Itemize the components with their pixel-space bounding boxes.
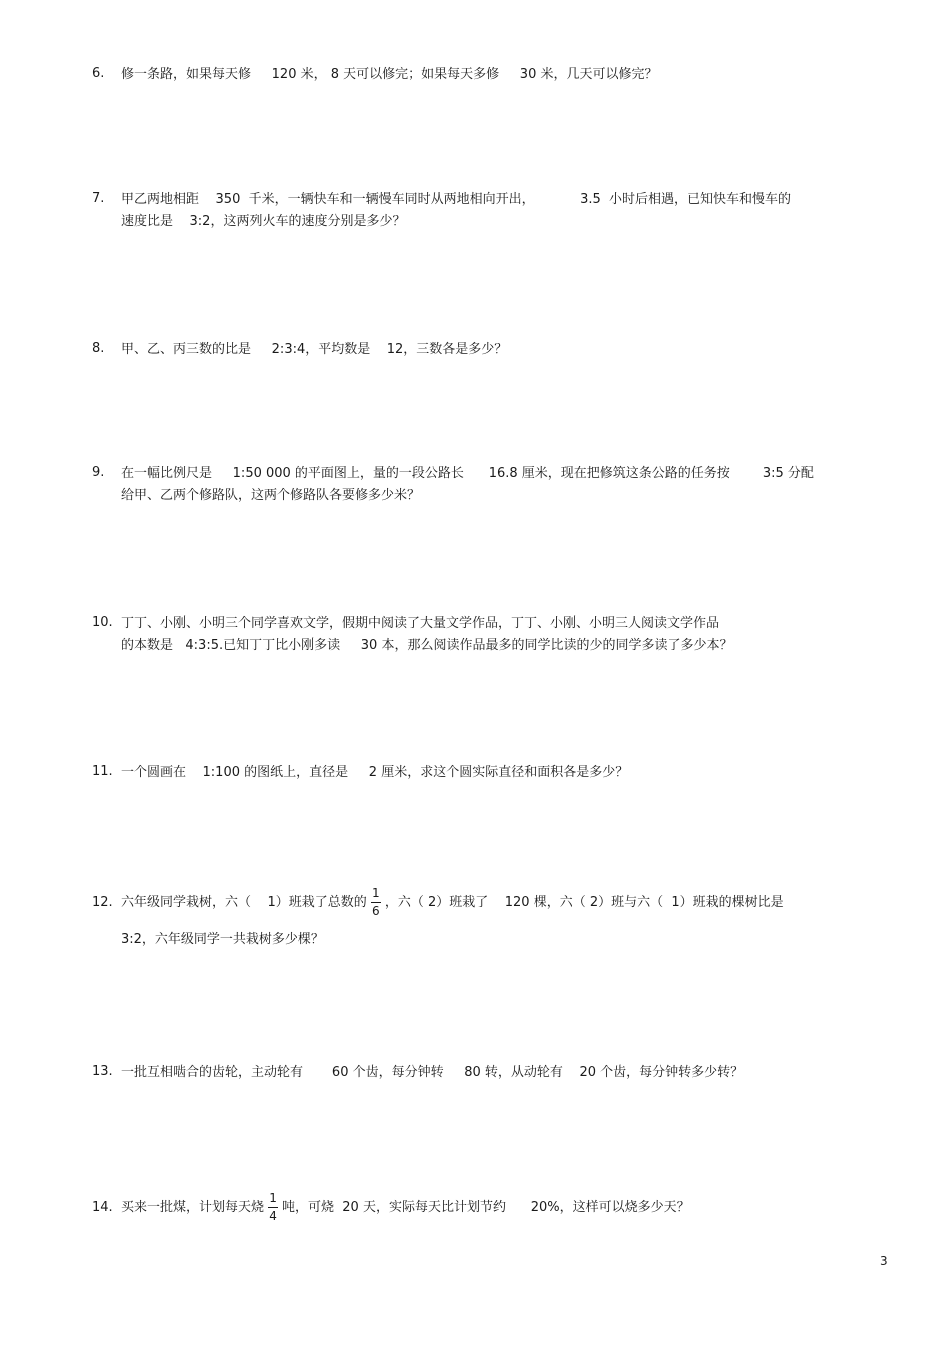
page-number: 3 [880, 1254, 888, 1268]
text-before-fraction: 六年级同学栽树，六（ 1）班栽了总数的 [121, 895, 367, 910]
problem-text [121, 465, 901, 509]
problem-line [121, 881, 901, 925]
problem-line: 一个圆画在 1:100 的图纸上，直径是 2 厘米，求这个圆实际直径和面积各是多少？ [121, 765, 629, 780]
problem-line: 速度比是 3:2，这两列火车的速度分别是多少？ [121, 214, 406, 229]
problem-line: 3:2，六年级同学一共栽树多少棵？ [121, 932, 324, 947]
problem-text [121, 341, 901, 363]
problem-number: 12. [92, 895, 113, 910]
fraction-bar [371, 902, 381, 903]
text-after-fraction: 吨，可烧 20 天，实际每天比计划节约 20%，这样可以烧多少天？ [282, 1200, 690, 1215]
fraction-one-quarter [268, 1191, 278, 1224]
problem-line: 甲乙两地相距 350 千米，一辆快车和一辆慢车同时从两地相向开出， 3.5 小时后相遇，已知快车和慢车的 [121, 192, 792, 207]
problem-text [121, 764, 901, 786]
problem-number: 11. [92, 764, 113, 779]
problem-line: 给甲、乙两个修路队，这两个修路队各要修多少米？ [121, 488, 421, 503]
problem-text [121, 1064, 901, 1086]
problem-text [121, 881, 901, 953]
problem-line [121, 1186, 901, 1230]
problem-number: 6. [92, 66, 105, 81]
fraction-denominator: 6 [371, 904, 380, 918]
fraction-denominator: 4 [269, 1209, 277, 1223]
problem-line: 甲、乙、丙三数的比是 2:3:4，平均数是 12，三数各是多少？ [121, 342, 508, 357]
problem-text [121, 615, 901, 659]
problem-line: 在一幅比例尺是 1:50 000 的平面图上，量的一段公路长 16.8 厘米，现在把修筑这条公路的任务按 3:5 分配 [121, 466, 814, 481]
problem-number: 8. [92, 341, 105, 356]
problem-text [121, 66, 901, 88]
problem-line: 修一条路，如果每天修 120 米， 8 天可以修完；如果每天多修 30 米，几天可以修完？ [121, 67, 658, 82]
problem-text [121, 1186, 901, 1230]
problem-line: 一批互相啮合的齿轮，主动轮有 60 个齿，每分钟转 80 转，从动轮有 20 个齿，每分钟转多少转？ [121, 1065, 744, 1080]
text-before-fraction: 买来一批煤，计划每天烧 [121, 1200, 265, 1215]
problem-number: 14. [92, 1200, 113, 1215]
fraction-numerator: 1 [371, 886, 380, 900]
problem-number: 10. [92, 615, 113, 630]
problem-number: 7. [92, 191, 105, 206]
problem-text [121, 191, 901, 235]
problem-number: 13. [92, 1064, 113, 1079]
fraction-bar [268, 1207, 278, 1208]
fraction-one-sixth [371, 886, 381, 919]
problem-number: 9. [92, 465, 105, 480]
fraction-numerator: 1 [269, 1191, 277, 1205]
problem-line: 丁丁、小刚、小明三个同学喜欢文学，假期中阅读了大量文学作品，丁丁、小刚、小明三人阅读文学作品 [121, 616, 720, 631]
text-after-fraction: ，六（ 2）班栽了 120 棵，六（ 2）班与六（ 1）班栽的棵树比是 [384, 895, 784, 910]
problem-line: 的本数是 4:3:5.已知丁丁比小刚多读 30 本，那么阅读作品最多的同学比读的少的同学多读了多少本？ [121, 638, 733, 653]
